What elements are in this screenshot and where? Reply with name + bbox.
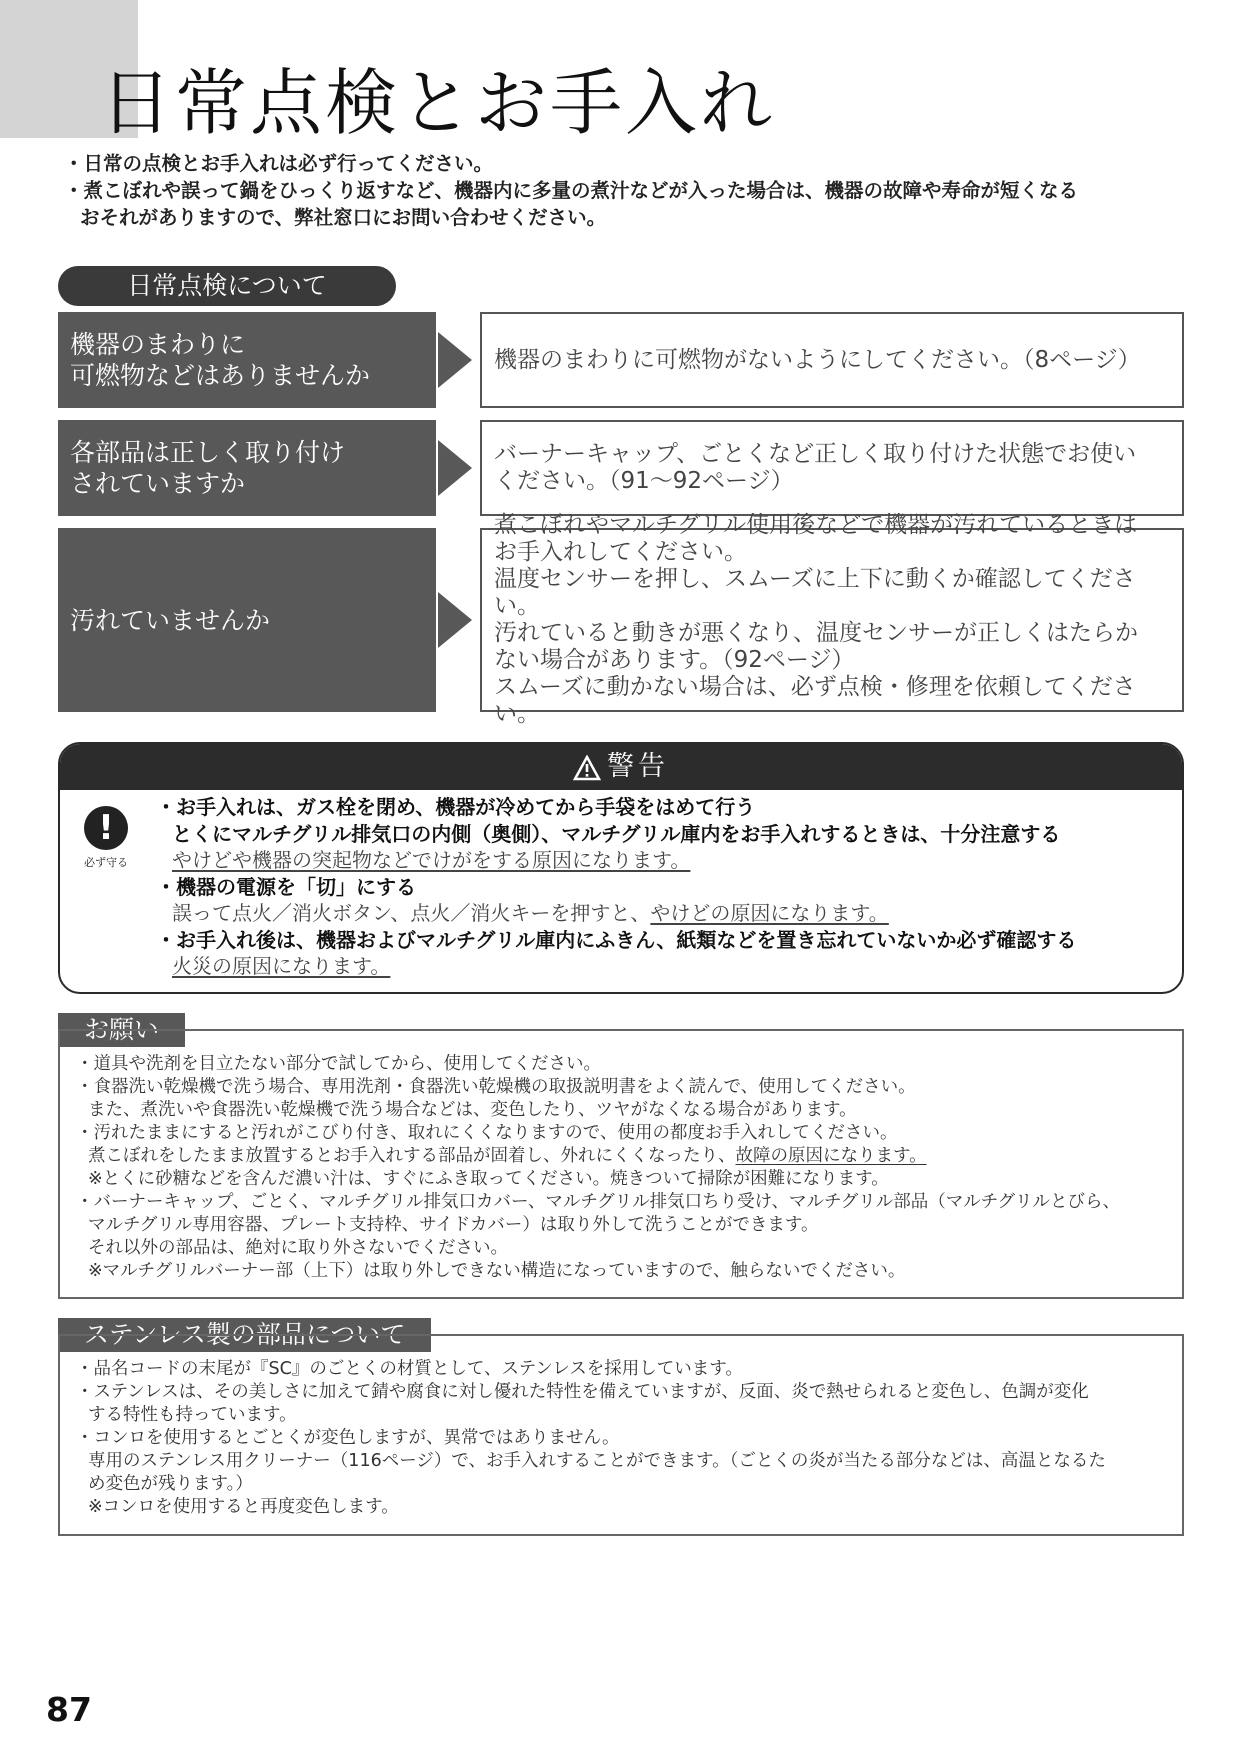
request-line-4c: それ以外の部品は、絶対に取り外さないでください。 (88, 1238, 508, 1258)
warning-item-3-main: ・お手入れ後は、機器およびマルチグリル庫内にふきん、紙類などを置き忘れていないか必ず確認する (156, 927, 1077, 952)
check-answer-1 (480, 312, 1184, 408)
warning-item-2 (156, 874, 1162, 927)
request-item-4 (76, 1191, 1172, 1283)
check-answer-3-line-4: 汚れていると動きが悪くなり、温度センサーが正しくはたらか (494, 620, 1138, 646)
page-title: 日常点検とお手入れ (100, 61, 776, 145)
intro-line-2a: ・煮こぼれや誤って鍋をひっくり返すなど、機器内に多量の煮汁などが入った場合は、機器の故障や寿命が短くなる (64, 179, 1079, 202)
check-question-3-line-1: 汚れていませんか (70, 605, 271, 635)
check-answer-3-line-1: 煮こぼれやマルチグリル使用後などで機器が汚れているときは (494, 512, 1138, 538)
request-line-4d: ※マルチグリルバーナー部（上下）は取り外しできない構造になっていますので、触らないでください。 (88, 1261, 906, 1281)
warning-item-2-main: ・機器の電源を「切」にする (156, 874, 416, 899)
check-question-3 (58, 528, 436, 712)
request-line-2a: ・食器洗い乾燥機で洗う場合、専用洗剤・食器洗い乾燥機の取扱説明書をよく読んで、使用してください。 (76, 1077, 916, 1097)
check-answer-2-line-1: バーナーキャップ、ごとくなど正しく取り付けた状態でお使い (494, 441, 1137, 467)
intro-notes (64, 150, 1194, 231)
intro-line-2b: おそれがありますので、弊社窓口にお問い合わせください。 (80, 206, 607, 229)
check-question-2-line-2: されていますか (70, 469, 246, 498)
request-line-3a: ・汚れたままにすると汚れがこびり付き、取れにくくなりますので、使用の都度お手入れしてください。 (76, 1123, 898, 1143)
request-body (60, 1031, 1182, 1293)
exclamation-icon: ! (84, 806, 128, 850)
warning-item-3-reason: 火災の原因になります。 (172, 954, 391, 978)
request-line-3c: 故障の原因になります。 (735, 1146, 927, 1166)
warning-item-2-detail-line (172, 900, 1162, 927)
request-item-3 (76, 1122, 1172, 1191)
warning-item-2-reason: やけどの原因になります。 (650, 901, 889, 925)
request-box (58, 1029, 1184, 1299)
stainless-item-2 (76, 1381, 1172, 1427)
request-line-3b: 煮こぼれをしたまま放置するとお手入れする部品が固着し、外れにくくなったり、 (88, 1146, 736, 1166)
stainless-body (60, 1336, 1182, 1529)
request-line-3d: ※とくに砂糖などを含んだ濃い汁は、すぐにふき取ってください。焼きついて掃除が困難になります。 (88, 1169, 889, 1189)
stainless-item-3 (76, 1427, 1172, 1519)
daily-check-heading: 日常点検について (58, 266, 396, 306)
stainless-line-3a: ・コンロを使用するとごとくが変色しますが、異常ではありません。 (76, 1428, 620, 1448)
check-question-1-line-2: 可燃物などはありませんか (70, 361, 371, 390)
stainless-box (58, 1334, 1184, 1536)
request-item-2 (76, 1076, 1172, 1122)
check-answer-3-line-2: お手入れしてください。 (494, 539, 747, 565)
must-follow-label: 必ず守る (84, 856, 128, 869)
check-answer-2-line-2: ください。（91～92ページ） (494, 468, 794, 494)
check-question-2 (58, 420, 436, 516)
check-answer-1-line-1: 機器のまわりに可燃物がないようにしてください。（8ページ） (494, 346, 1141, 373)
request-line-3b-wrap (88, 1145, 1172, 1168)
check-question-2-line-1: 各部品は正しく取り付け (70, 438, 346, 467)
warning-item-1-detail: とくにマルチグリル排気口の内側（奥側）、マルチグリル庫内をお手入れするときは、十分注意する (172, 821, 1061, 846)
warning-item-3-reason-line (172, 953, 1162, 980)
request-heading: お願い (58, 1013, 185, 1047)
check-answer-3-line-6: スムーズに動かない場合は、必ず点検・修理を依頼してください。 (494, 674, 1136, 727)
stainless-line-3d: ※コンロを使用すると再度変色します。 (88, 1497, 399, 1517)
stainless-line-3c: め変色が残ります。） (88, 1474, 253, 1494)
check-answer-3-line-3: 温度センサーを押し、スムーズに上下に動くか確認してください。 (494, 566, 1136, 619)
warning-item-1-main: ・お手入れは、ガス栓を閉め、機器が冷めてから手袋をはめて行う (156, 795, 756, 819)
stainless-line-3b: 専用のステンレス用クリーナー（116ページ）で、お手入れすることができます。（ごとくの炎が当たる部分などは、高温となるた (88, 1451, 1106, 1471)
check-row-2 (58, 420, 1184, 516)
warning-triangle-icon (573, 755, 601, 781)
arrow-right-icon (438, 592, 472, 648)
warning-items (156, 794, 1162, 980)
check-row-1 (58, 312, 1184, 408)
intro-line-2 (64, 177, 1194, 231)
check-question-1 (58, 312, 436, 408)
warning-item-1-reason: やけどや機器の突起物などでけがをする原因になります。 (172, 848, 691, 872)
check-question-1-line-1: 機器のまわりに (70, 330, 246, 359)
arrow-right-icon (438, 440, 472, 496)
arrow-right-icon (438, 332, 472, 388)
check-answer-3 (480, 512, 1184, 727)
stainless-heading: ステンレス製の部品について (58, 1318, 431, 1352)
request-line-2b: また、煮洗いや食器洗い乾燥機で洗う場合などは、変色したり、ツヤがなくなる場合があります。 (88, 1100, 857, 1120)
warning-item-1 (156, 794, 1162, 874)
warning-item-2-detail: 誤って点火／消火ボタン、点火／消火キーを押すと、 (172, 901, 651, 925)
stainless-line-2a: ・ステンレスは、その美しさに加えて錆や腐食に対し優れた特性を備えていますが、反面、炎で熱せられると変色し、色調が変化 (76, 1382, 1089, 1402)
check-row-3 (58, 512, 1184, 727)
warning-item-3 (156, 927, 1162, 980)
stainless-line-1: ・品名コードの末尾が『SC』のごとくの材質として、ステンレスを採用しています。 (76, 1359, 743, 1379)
stainless-line-2b: する特性も持っています。 (88, 1405, 297, 1425)
warning-title: 警告 (607, 751, 669, 782)
warning-header (60, 744, 1182, 790)
check-answer-3-line-5: ない場合があります。（92ページ） (494, 647, 855, 673)
warning-item-1-reason-line (172, 847, 1162, 874)
must-follow-badge (76, 806, 136, 870)
page-number: 87 (46, 1690, 92, 1729)
warning-box (58, 742, 1184, 994)
request-line-4a: ・バーナーキャップ、ごとく、マルチグリル排気口カバー、マルチグリル排気口ちり受け、マルチグリル部品（マルチグリルとびら、 (76, 1192, 1121, 1212)
request-line-4b: マルチグリル専用容器、プレート支持枠、サイドカバー）は取り外して洗うことができます。 (88, 1215, 819, 1235)
intro-line-1: ・日常の点検とお手入れは必ず行ってください。 (64, 152, 494, 175)
request-line-1: ・道具や洗剤を目立たない部分で試してから、使用してください。 (76, 1054, 601, 1074)
check-answer-2 (480, 420, 1184, 516)
